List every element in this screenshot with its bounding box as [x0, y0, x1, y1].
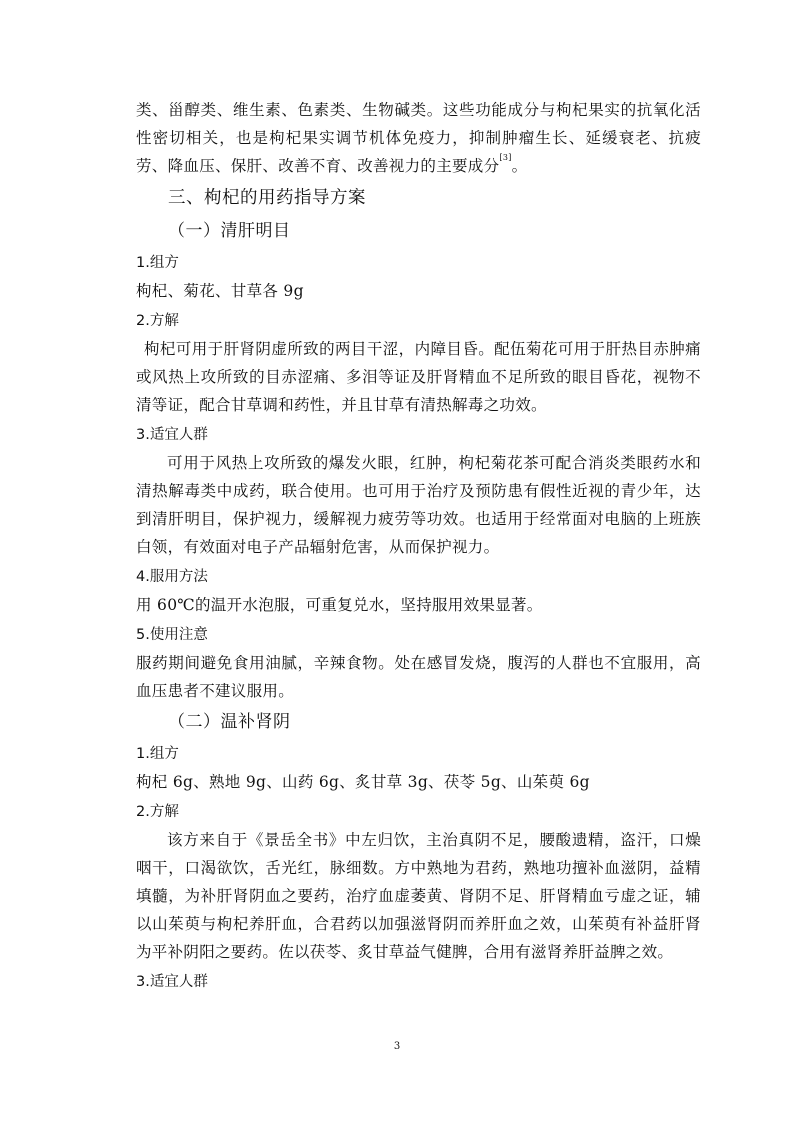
part1-recipe-heading: 1.组方	[136, 255, 179, 271]
part1-usage-text: 用 60℃的温开水泡服，可重复兑水，坚持服用效果显著。	[136, 596, 543, 614]
intro-paragraph	[136, 96, 701, 180]
part2-people-heading: 3.适宜人群	[136, 974, 208, 990]
part1-usage-heading: 4.服用方法	[136, 569, 208, 585]
page-number: 3	[393, 1041, 401, 1052]
part2-recipe-heading: 1.组方	[136, 746, 179, 762]
part2-analysis-text: 该方来自于《景岳全书》中左归饮，主治真阴不足，腰酸遗精，盗汗，口燥咽干，口渴欲饮，舌光红，脉细数。方中熟地为君药，熟地功擅补血滋阴，益精填髓，为补肝肾阴血之要药，治疗血虚萎黄、肾阴不足、肝肾精血亏虚之证，辅以山茱萸与枸杞养肝血，合君药以加强滋肾阴而养肝血之效，山茱萸有补益肝肾为平补阴阳之要药。佐以茯苓、炙甘草益气健脾，合用有滋肾养肝益脾之效。	[136, 831, 701, 961]
part1-people-heading: 3.适宜人群	[136, 427, 208, 443]
part1-analysis-heading: 2.方解	[136, 313, 179, 329]
intro-text: 类、甾醇类、维生素、色素类、生物碱类。这些功能成分与枸杞果实的抗氧化活性密切相关，也是枸杞果实调节机体免疫力，抑制肿瘤生长、延缓衰老、抗疲劳、降血压、保肝、改善不育、改善视力的主要成分	[136, 101, 701, 175]
part2-title: （二）温补肾阴	[168, 712, 291, 732]
part1-caution-text: 服药期间避免食用油腻，辛辣食物。处在感冒发烧，腹泻的人群也不宜服用，高血压患者不建议服用。	[136, 654, 701, 700]
part1-title: （一）清肝明目	[168, 221, 291, 241]
part1-caution-heading: 5.使用注意	[136, 627, 208, 643]
part2-recipe-text: 枸杞 6g、熟地 9g、山药 6g、炙甘草 3g、茯苓 5g、山茱萸 6g	[136, 773, 590, 791]
part1-analysis-text: 枸杞可用于肝肾阴虚所致的两目干涩，内障目昏。配伍菊花可用于肝热目赤肿痛或风热上攻所致的目赤涩痛、多泪等证及肝肾精血不足所致的眼目昏花，视物不清等证，配合甘草调和药性，并且甘草有清热解毒之功效。	[136, 340, 701, 414]
page-content	[136, 96, 701, 996]
section-title: 三、枸杞的用药指导方案	[168, 188, 366, 208]
part1-recipe-text: 枸杞、菊花、甘草各 9g	[136, 282, 304, 300]
part2-analysis-heading: 2.方解	[136, 804, 179, 820]
part1-people-text: 可用于风热上攻所致的爆发火眼，红肿，枸杞菊花茶可配合消炎类眼药水和清热解毒类中成药，联合使用。也可用于治疗及预防患有假性近视的青少年，达到清肝明目，保护视力，缓解视力疲劳等功效。也适用于经常面对电脑的上班族白领，有效面对电子产品辐射危害，从而保护视力。	[136, 454, 701, 556]
intro-end: 。	[511, 157, 528, 175]
citation-reference[interactable]: [3]	[499, 153, 512, 162]
